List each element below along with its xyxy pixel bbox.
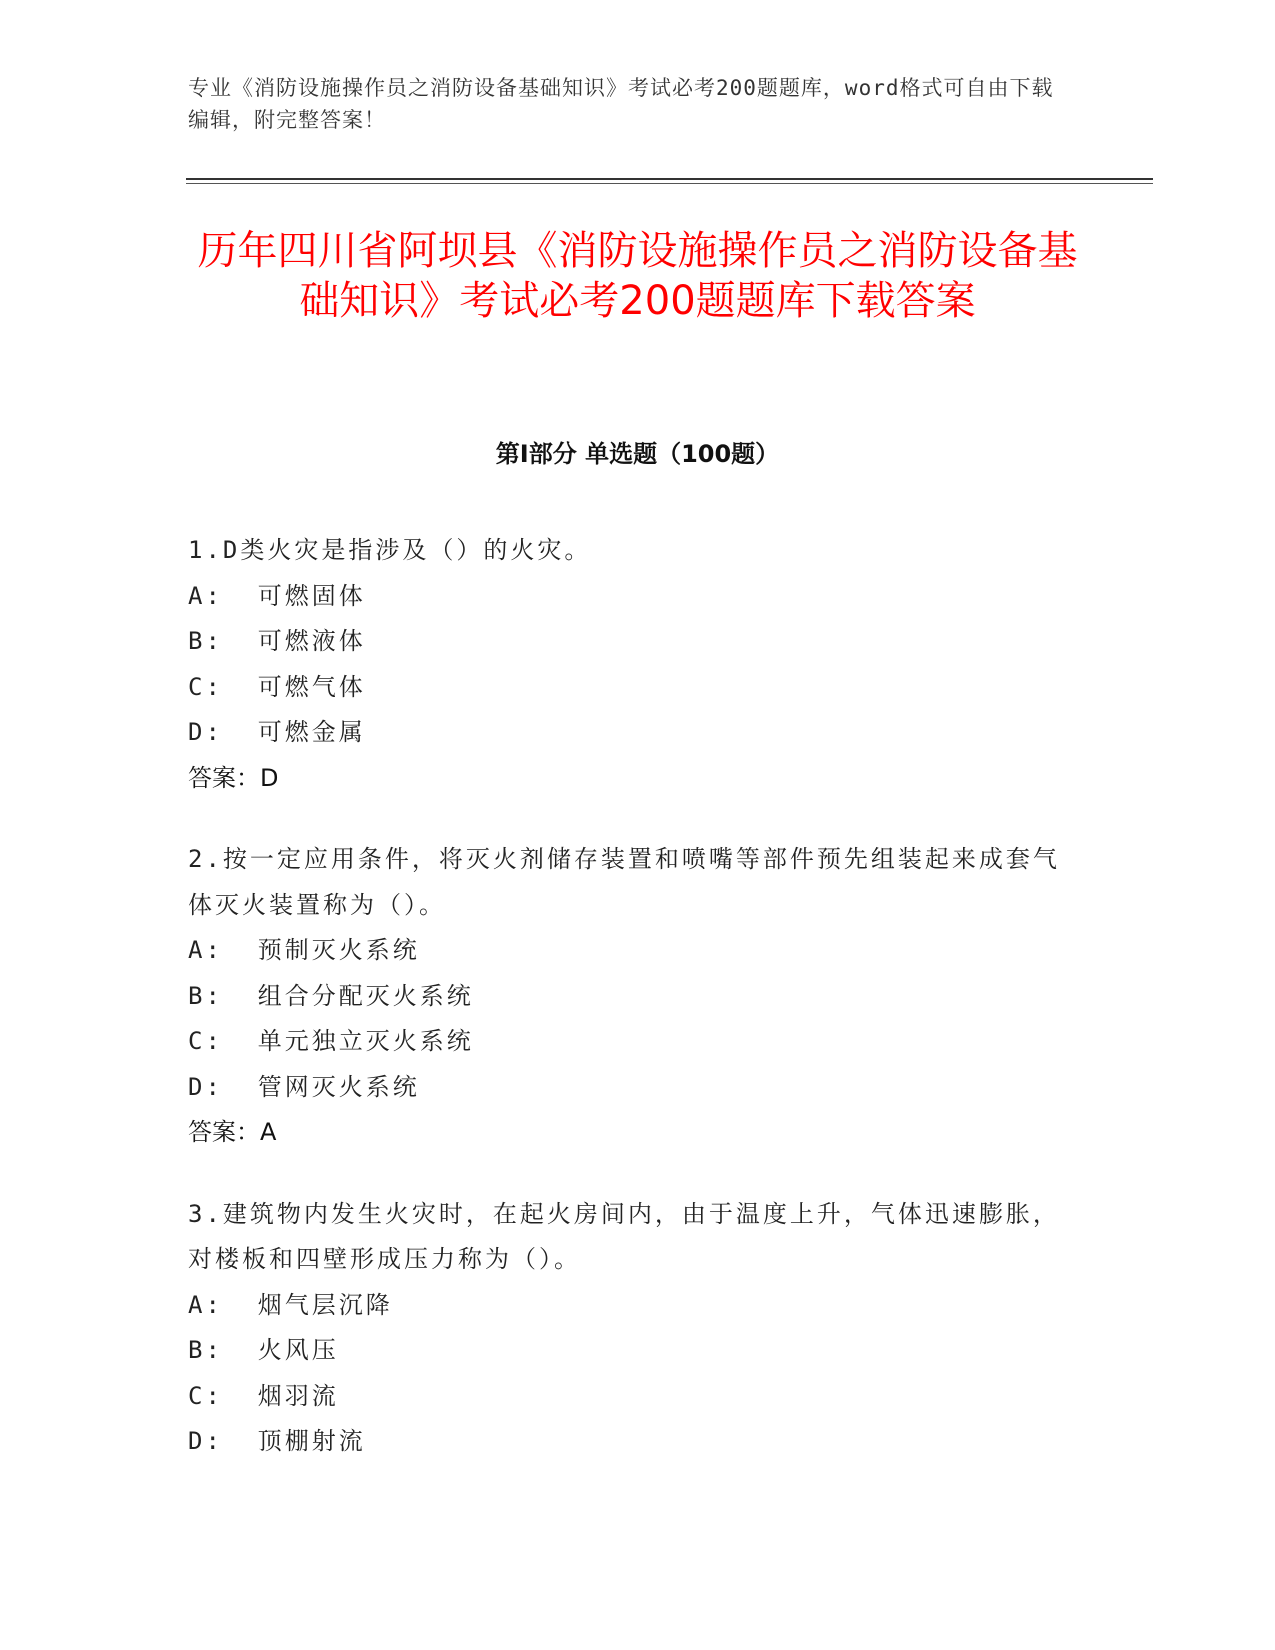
header-note: 专业《消防设施操作员之消防设备基础知识》考试必考200题题库，word格式可自由下载编辑，附完整答案！	[188, 76, 1054, 132]
answer: 答案：D	[188, 763, 279, 792]
question-3	[188, 1192, 1068, 1465]
question-list	[188, 528, 1068, 1501]
question-stem: 3.建筑物内发生火灾时，在起火房间内，由于温度上升，气体迅速膨胀，对楼板和四壁形成压力称为（）。	[188, 1199, 1060, 1273]
option-c: C: 单元独立灭火系统	[188, 1027, 474, 1055]
option-b: B: 火风压	[188, 1336, 339, 1364]
option-d: D: 管网灭火系统	[188, 1072, 420, 1101]
section-title: 第Ⅰ部分 单选题（100题）	[495, 440, 780, 468]
answer: 答案：A	[188, 1118, 277, 1146]
question-stem: 2.按一定应用条件，将灭火剂储存装置和喷嘴等部件预先组装起来成套气体灭火装置称为（）。	[188, 845, 1060, 919]
option-a: A: 预制灭火系统	[188, 936, 420, 964]
option-a: A: 烟气层沉降	[188, 1290, 393, 1319]
option-b: B: 组合分配灭火系统	[188, 981, 474, 1010]
option-c: C: 烟羽流	[188, 1381, 339, 1410]
option-c: C: 可燃气体	[188, 672, 366, 701]
option-d: D: 顶棚射流	[188, 1427, 366, 1455]
option-b: B: 可燃液体	[188, 627, 366, 655]
header-divider-thin	[186, 183, 1153, 184]
header-divider	[186, 178, 1153, 180]
document-title: 历年四川省阿坝县《消防设施操作员之消防设备基础知识》考试必考200题题库下载答案	[197, 228, 1078, 324]
option-d: D: 可燃金属	[188, 718, 366, 746]
question-1	[188, 528, 1068, 801]
question-2	[188, 837, 1068, 1156]
question-stem: 1.D类火灾是指涉及（）的火灾。	[188, 536, 592, 564]
option-a: A: 可燃固体	[188, 581, 366, 610]
